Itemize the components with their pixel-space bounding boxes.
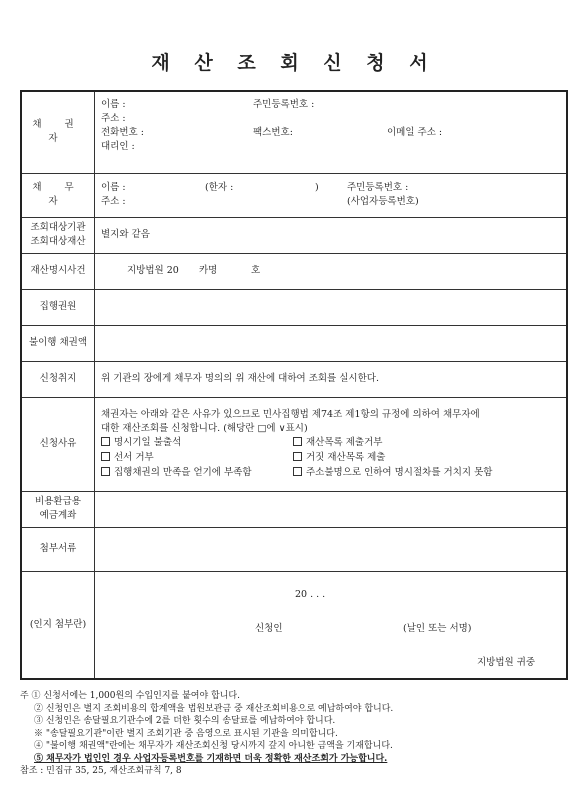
attach-field[interactable] <box>95 527 568 571</box>
reason-option-refuse-oath[interactable]: 선서 거부 <box>101 451 293 465</box>
reason-fields <box>95 397 568 491</box>
case-fields[interactable] <box>95 253 568 289</box>
target-label: 조회대상기관 조회대상재산 <box>21 217 95 253</box>
court-addressee: 지방법원 귀중 <box>477 656 536 668</box>
case-court-label: 지방법원 20 <box>127 265 179 276</box>
stamp-label: (인지 첨부란) <box>21 571 95 679</box>
checkbox-icon[interactable] <box>293 467 302 476</box>
purpose-value: 위 기관의 장에게 채무자 명의의 위 재산에 대하여 조회를 실시한다. <box>95 361 568 397</box>
debtor-address-label: 주소 : <box>101 196 126 207</box>
exec-title-row <box>21 289 567 325</box>
unpaid-label: 불이행 채권액 <box>21 325 95 361</box>
reason-option-insufficient[interactable]: 집행채권의 만족을 얻기에 부족함 <box>101 466 293 480</box>
reason-label: 신청사유 <box>21 397 95 491</box>
purpose-row <box>21 361 567 397</box>
debtor-fields[interactable] <box>95 173 568 217</box>
creditor-phone-label: 전화번호 : <box>101 127 144 138</box>
case-no-label: 호 <box>251 265 261 276</box>
debtor-name-label: 이름 : <box>101 182 126 193</box>
debtor-biz-label: (사업자등록번호) <box>347 196 419 207</box>
note-1: 주 ① 신청서에는 1,000원의 수입인지를 붙여야 합니다. <box>20 691 240 701</box>
reason-line-2: 대한 재산조회를 신청합니다. (해당란 □에 ∨표시) <box>101 423 308 434</box>
reason-line-1: 채권자는 아래와 같은 사유가 있으므로 민사집행법 제74조 제1항의 규정에 의하여 채무자에 <box>101 409 480 420</box>
signature-area <box>95 571 568 679</box>
refund-label: 비용환급용 예금계좌 <box>21 491 95 527</box>
page-title: 재 산 조 회 신 청 서 <box>151 52 437 74</box>
unpaid-row <box>21 325 567 361</box>
debtor-rrn-label: 주민등록번호 : <box>347 182 409 193</box>
note-5: ④ "불이행 채권액"란에는 채무자가 재산조회신청 당시까지 갚지 아니한 금액을 기재합니다. <box>34 741 393 751</box>
creditor-rrn-label: 주민등록번호 : <box>253 99 315 110</box>
checkbox-icon[interactable] <box>101 467 110 476</box>
refund-row <box>21 491 567 527</box>
debtor-hanja-label: (한자 : <box>205 182 234 193</box>
application-form-table <box>20 90 568 680</box>
target-row <box>21 217 567 253</box>
debtor-row <box>21 173 567 217</box>
reference-note: 참조 : 민집규 35, 25, 재산조회규칙 7, 8 <box>20 766 182 776</box>
exec-title-label: 집행권원 <box>21 289 95 325</box>
creditor-address-label: 주소 : <box>101 113 126 124</box>
checkbox-icon[interactable] <box>101 437 110 446</box>
reason-row <box>21 397 567 491</box>
creditor-agent-label: 대리인 : <box>101 141 135 152</box>
note-6: ⑤ 채무자가 법인인 경우 사업자등록번호를 기재하면 더욱 정확한 재산조회가 가능합니다. <box>34 753 388 764</box>
notes-section <box>20 690 568 778</box>
checkbox-icon[interactable] <box>293 437 302 446</box>
attach-row <box>21 527 567 571</box>
checkbox-icon[interactable] <box>101 452 110 461</box>
creditor-row <box>21 91 567 173</box>
creditor-email-label: 이메일 주소 : <box>387 127 443 138</box>
seal-label: (날인 또는 서명) <box>403 622 472 634</box>
creditor-label: 채 권 자 <box>21 91 95 173</box>
stamp-row <box>21 571 567 679</box>
exec-title-field[interactable] <box>95 289 568 325</box>
creditor-fax-label: 팩스번호: <box>253 127 293 138</box>
reason-option-no-show[interactable]: 명시기일 불출석 <box>101 436 293 450</box>
note-3: ③ 신청인은 송달필요기관수에 2를 더한 횟수의 송달료를 예납하여야 합니다. <box>34 716 336 726</box>
case-row <box>21 253 567 289</box>
reason-option-false-list[interactable]: 거짓 재산목록 제출 <box>293 451 560 465</box>
reason-option-unknown-address[interactable]: 주소불명으로 인하여 명시절차를 거치지 못함 <box>293 466 560 480</box>
note-2: ② 신청인은 별지 조회비용의 합계액을 법원보관금 중 재산조회비용으로 예납하여야 합니다. <box>34 703 394 714</box>
debtor-label: 채 무 자 <box>21 173 95 217</box>
case-label: 재산명시사건 <box>21 253 95 289</box>
creditor-fields[interactable] <box>95 91 568 173</box>
reason-option-refuse-list[interactable]: 재산목록 제출거부 <box>293 436 560 450</box>
creditor-name-label: 이름 : <box>101 99 126 110</box>
purpose-label: 신청취지 <box>21 361 95 397</box>
refund-field[interactable] <box>95 491 568 527</box>
debtor-hanja-close: ) <box>315 182 319 193</box>
applicant-label: 신청인 <box>255 622 283 634</box>
date-line[interactable]: 20 . . . <box>295 588 326 600</box>
attach-label: 첨부서류 <box>21 527 95 571</box>
unpaid-field[interactable] <box>95 325 568 361</box>
case-type-label: 카명 <box>199 265 218 276</box>
target-value: 별지와 같음 <box>95 217 568 253</box>
note-4: ※ "송달필요기관"이란 별지 조회기관 중 음영으로 표시된 기관을 의미합니다. <box>34 728 338 739</box>
checkbox-icon[interactable] <box>293 452 302 461</box>
